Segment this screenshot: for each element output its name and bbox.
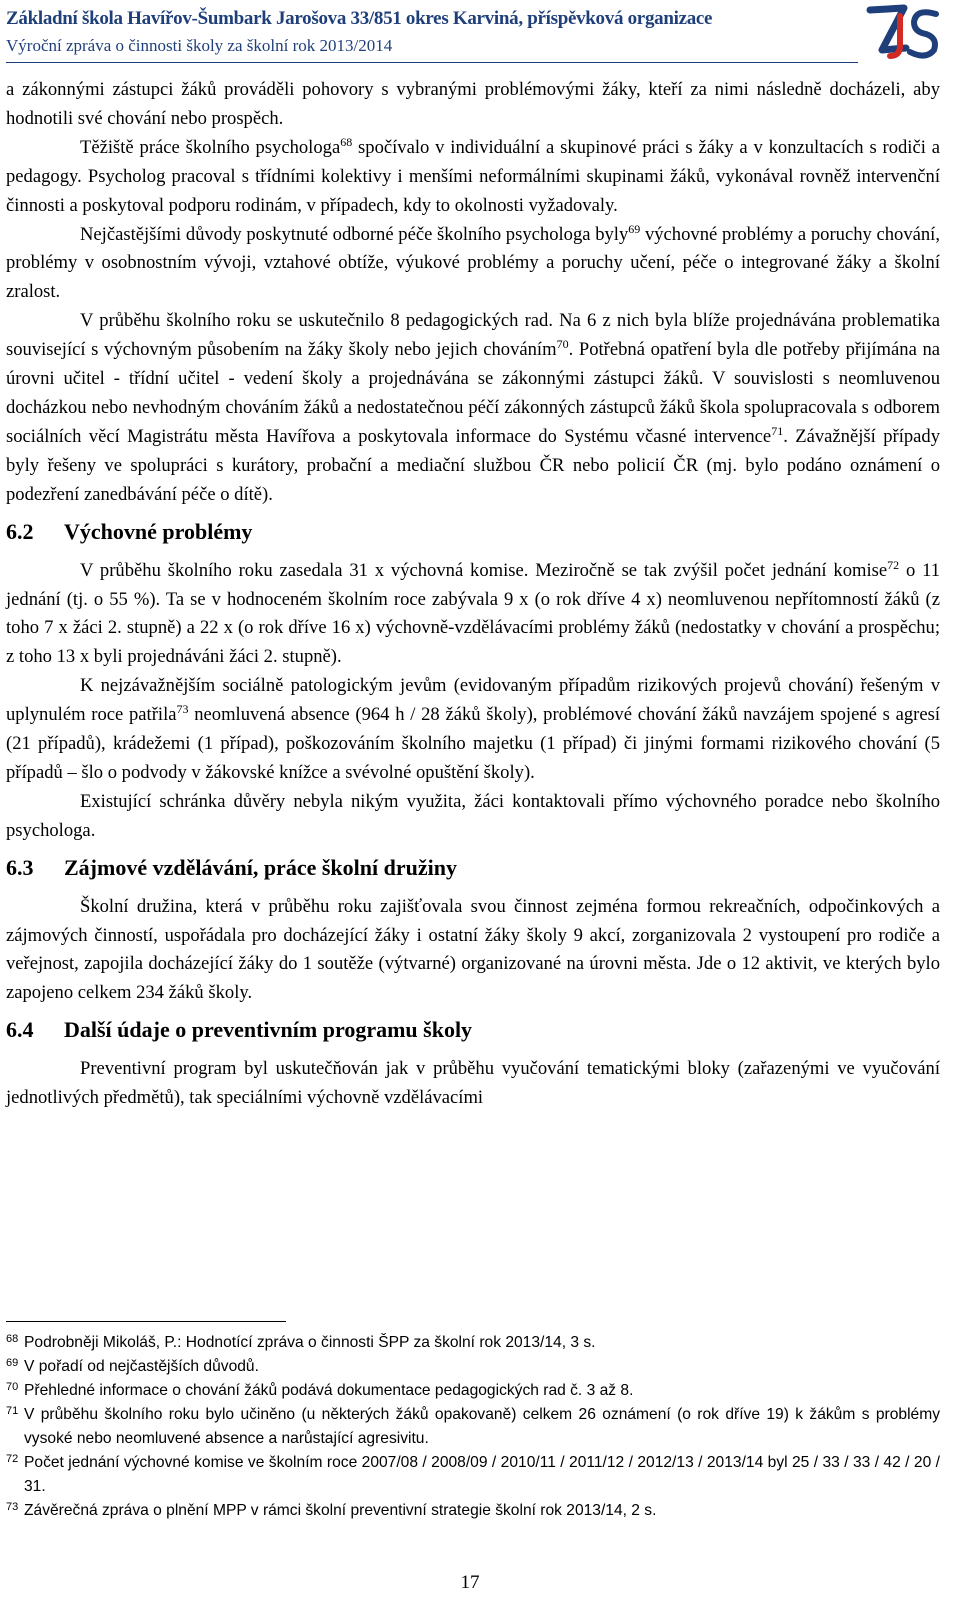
paragraph: Nejčastějšími důvody poskytnuté odborné péče školního psychologa byly$^{69}$ výchovné problémy a poruchy chování, problémy v osobnostním vývoji, vztahové obtíže, výukové problémy a poruchy učení, péče o integrované žáky a školní zralost. [6, 221, 940, 303]
paragraph: Těžiště práce školního psychologa$^{68}$ spočívalo v individuální a skupinové práci s žáky a v konzultacích s rodiči a pedagogy. Psycholog pracoval s třídními kolektivy i menšími neformálními skupinami žáků, vykonával rovněž intervenční činnosti a poskytoval podporu rodinám, v případech, kdy to okolnosti vyžadovaly. [6, 134, 940, 216]
footnote: 72 Počet jednání výchovné komise ve školním roce 2007/08 / 2008/09 / 2010/11 / 2011/12 / 2012/13 / 2013/14 byl 25 / 33 / 33 / 42 / 20 / 31. [6, 1453, 940, 1495]
footnote-ref[interactable]: 70 [556, 337, 569, 352]
paragraph: V průběhu školního roku se uskutečnilo 8 pedagogických rad. Na 6 z nich byla blíže projednávána problematika související s výchovným působením na žáky školy nebo jejich chováním$^{70}$. Potřebná opatření byla dle potřeby přijímána na úrovni učitel - třídní učitel - vedení školy a projednávána se zákonnými zástupci žáků. V souvislosti s neomluvenou docházkou nebo nevhodným chováním žáků a nedostatečnou péčí zákonných zástupců žáků škola spolupracovala s odborem sociálních věcí Magistrátu města Havířova a poskytovala informace do Systému včasné intervence$^{71}$. Závažnější případy byly řešeny ve spolupráci s kurátory, probační a mediační službou ČR nebo policií ČR (mj. bylo podáno oznámení o podezření zanedbávání péče o dítě). [6, 310, 940, 505]
footnote: 71 V průběhu školního roku bylo učiněno (u některých žáků opakovaně) celkem 26 oznámení (o rok dříve 19) k žákům s problémy vysoké nebo neomluvené absence a narůstající agresivitu. [6, 1405, 940, 1447]
footnote-ref[interactable]: 72 [887, 557, 900, 572]
footnote-ref[interactable]: 71 [771, 423, 784, 438]
section-heading: 6.3 Zájmové vzdělávání, práce školní družiny [6, 854, 457, 880]
footnote-ref[interactable]: 69 [628, 221, 641, 236]
school-logo-icon [864, 4, 942, 62]
paragraph: K nejzávažnějším sociálně patologickým jevům (evidovaným případům rizikových projevů chování) řešeným v uplynulém roce patřila$^{73}$ neomluvená absence (964 h / 28 žáků školy), problémové chování žáků navzájem spojené s agresí (21 případů), krádežemi (1 případ), poškozováním školního majetku (1 případ) či jinými formami rizikového chování (5 případů – šlo o podvody v žákovské knížce a svévolné opuštění školy). [6, 675, 940, 783]
footnote: 73 Závěrečná zpráva o plnění MPP v rámci školní preventivní strategie školní rok 2013/14, 2 s. [6, 1501, 657, 1519]
school-name: Základní škola Havířov-Šumbark Jarošova 33/851 okres Karviná, příspěvková organizace [6, 8, 713, 29]
footnote-divider [6, 1321, 286, 1322]
header-divider [6, 62, 858, 63]
paragraph: Existující schránka důvěry nebyla nikým využita, žáci kontaktovali přímo výchovného poradce nebo školního psychologa. [6, 790, 940, 841]
page-header [6, 4, 956, 60]
section-heading: 6.4 Další údaje o preventivním programu školy [6, 1017, 473, 1043]
section-heading: 6.2 Výchovné problémy [6, 518, 253, 544]
paragraph: V průběhu školního roku zasedala 31 x výchovná komise. Meziročně se tak zvýšil počet jednání komise$^{72}$ o 11 jednání (tj. o 55 %). Ta se v hodnoceném školním roce zabývala 9 x (o rok dříve 4 x) neomluvenou nepřítomností žáků (z toho 7 x žáci 2. stupně) a 22 x (o rok dříve 16 x) výchovně-vzdělávacími problémy žáků (nedostatky v chování a prospěchu; z toho 13 x byli projednáváni žáci 2. stupně). [6, 557, 941, 668]
paragraph: Preventivní program byl uskutečňován jak v průběhu vyučování tematickými bloky (zařazenými ve vyučování jednotlivých předmětů), tak speciálními výchovně vzdělávacími [6, 1058, 940, 1109]
paragraph: Školní družina, která v průběhu roku zajišťovala svou činnost zejména formou rekreačních, odpočinkových a zájmových činností, uspořádala pro docházející žáky i ostatní žáky školy 9 akcí, zorganizovala 2 vystoupení pro rodiče a veřejnost, zapojila docházející žáky do 1 soutěže (výtvarné) organizované na úrovni města. Jde o 12 aktivit, ve kterých bylo zapojeno celkem 234 žáků školy. [6, 895, 940, 1004]
page-number: 17 [460, 1572, 480, 1593]
main-text [6, 76, 940, 1113]
paragraph: a zákonnými zástupci žáků prováděli pohovory s vybranými problémovými žáky, kteří za nimi následně docházeli, aby hodnotili své chování nebo prospěch. [6, 79, 940, 129]
footnote-ref[interactable]: 73 [176, 702, 189, 717]
footnote: 68 Podrobněji Mikoláš, P.: Hodnotící zpráva o činnosti ŠPP za školní rok 2013/14, 3 s. [6, 1333, 596, 1351]
footnote-ref[interactable]: 68 [340, 134, 353, 149]
footnote: 69 V pořadí od nejčastějších důvodů. [6, 1357, 259, 1375]
footnotes [6, 1331, 940, 1523]
footnote: 70 Přehledné informace o chování žáků podává dokumentace pedagogických rad č. 3 až 8. [6, 1381, 634, 1399]
report-title: Výroční zpráva o činnosti školy za školní rok 2013/2014 [6, 36, 393, 55]
